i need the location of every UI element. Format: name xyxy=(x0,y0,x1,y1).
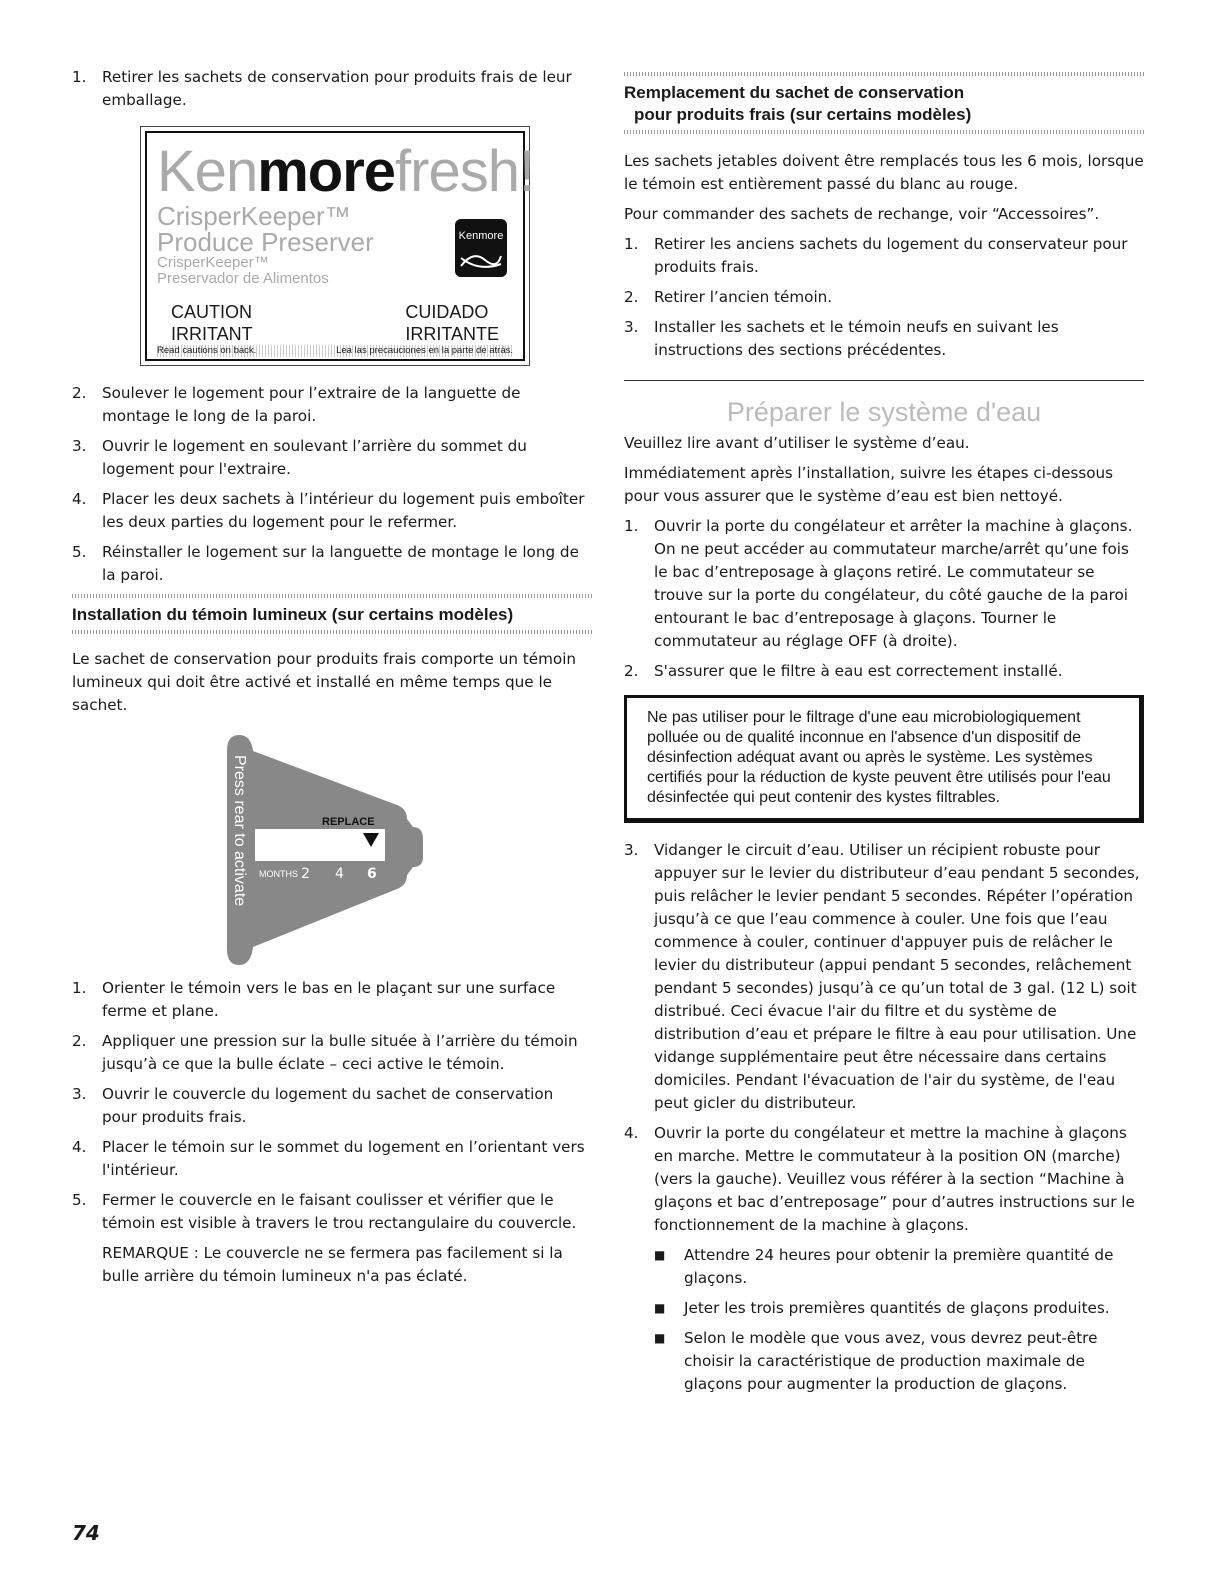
svg-text:6: 6 xyxy=(367,866,377,882)
svg-text:MONTHS: MONTHS xyxy=(259,869,298,879)
right-column: Remplacement du sachet de conservation pour produits frais (sur certains modèles) Les sachets jetables doivent être remplacés tous les 6 mois, lorsque le témoin est entièrement passé du blanc au rouge. Pour commander des sachets de rechange, voir “Accessoires”. 1. Retirer les anciens sachets du logement du conservateur pour produits frais. 2. Retirer l’ancien témoin. 3. Installer les sachets et le témoin neufs en suivant les instructions des sections précédentes. Préparer le système d'eau Veuillez lire avant d’utiliser le système d’eau. Immédiatement après l’installation, suivre les étapes ci-dessous pour vous assurer que le système d’eau est bien nettoyé. 1. Ouvrir la porte du congélateur et arrêter la machine à glaçons. On ne peut accéder au commutateur marche/arrêt qu’une fois le bac d’entreposage à glaçons retiré. Le commutateur se trouve sur la porte du congélateur, du côté gauche de la paroi entourant le bac d’entreposage à glaçons. Tourner le commutateur au réglage OFF (à droite). 2. S'assurer que le filtre à eau est correctement installé. Ne pas utiliser pour le filtrage d'une eau microbiologiquement polluée ou de qualité inconnue en l'absence d'un dispositif de désinfection adéquat avant ou après le système. Les systèmes certifiés pour la réduction de kyste peuvent être utilisés pour l'eau désinfectée qui peut contenir des kystes filtrables. 3. Vidanger le circuit d’eau. Utiliser un récipient robuste pour appuyer sur le levier du distributeur d’eau pendant 5 secondes, puis relâcher le levier pendant 5 secondes. Répéter l’opération jusqu’à ce que l’eau commence à couler. Une fois que l’eau commence à couler, continuer d'appuyer puis de relâcher le levier du distributeur (appui pendant 5 secondes, relâchement pendant 5 secondes) jusqu’à ce qu’un total de 3 gal. (12 L) soit distribué. Ceci évacue l'air du filtre et du système de distribution d’eau et prépare le filtre à eau pour utilisation. Une vidange supplémentaire peut être nécessaire dans certains domiciles. Pendant l'évacuation de l'air du système, de l'eau peut gicler du distributeur. 4. Ouvrir la porte du congélateur et mettre la machine à glaçons en marche. Mettre le commutateur à la position ON (marche) (vers la gauche). Veuillez vous référer à la section “Machine à glaçons et bac d’entreposage” pour d’autres instructions sur le fonctionnement de la machine à glaçons. ■ Attendre 24 heures pour obtenir la première quantité de glaçons. ■ Jeter les trois premières quantités de glaçons produites. ■ Selon le modèle que vous avez, vous devrez peut-être choisir la caractéristique de production maximale de glaçons pour augmenter la production de glaçons. xyxy=(624,66,1144,1403)
steps-list: 2. Soulever le logement pour l’extraire de la languette de montage le long de la paroi. 3. Ouvrir le logement en soulevant l’arrière du sommet du logement pour l'extraire. 4. Placer les deux sachets à l’intérieur du logement puis emboîter les deux parties du logement pour le refermer. 5. Réinstaller le logement sur la languette de montage le long de la paroi. xyxy=(72,384,585,584)
note: REMARQUE : Le couvercle ne se fermera pas facilement si la bulle arrière du témoin lumineux n'a pas éclaté. xyxy=(102,1244,563,1285)
svg-text:Press rear to activate: Press rear to activate xyxy=(231,755,248,907)
step: 1. Retirer les sachets de conservation pour produits frais de leur emballage. xyxy=(72,68,572,109)
section-title: Préparer le système d'eau xyxy=(624,380,1144,424)
bullet-item: ■ Jeter les trois premières quantités de glaçons produites. xyxy=(654,1299,1110,1317)
section-heading: Installation du témoin lumineux (sur certains modèles) xyxy=(72,605,514,624)
svg-text:REPLACE: REPLACE xyxy=(322,816,375,828)
svg-text:4: 4 xyxy=(335,866,344,882)
bullet-item: ■ Attendre 24 heures pour obtenir la première quantité de glaçons. xyxy=(654,1246,1114,1287)
svg-text:2: 2 xyxy=(301,866,310,882)
steps-list: 1. Orienter le témoin vers le bas en le plaçant sur une surface ferme et plane. 2. Appliquer une pression sur la bulle située à l’arrière du témoin jusqu’à ce que la bulle éclate – ceci active le témoin. 3. Ouvrir le couvercle du logement du sachet de conservation pour produits frais. 4. Placer le témoin sur le sommet du logement en l’orientant vers l'intérieur. 5. Fermer le couvercle en le faisant coulisser et vérifier que le témoin est visible à travers le trou rectangulaire du couvercle. xyxy=(72,979,585,1232)
bullet-item: ■ Selon le modèle que vous avez, vous devrez peut-être choisir la caractéristique de production maximale de glaçons pour augmenter la production de glaçons. xyxy=(654,1329,1098,1393)
page-number: 74 xyxy=(72,1521,100,1545)
crisperkeeper-label-image: Kenmorefresh! CrisperKeeper™ Produce Preserver CrisperKeeper™ Preservador de Alimentos Kenmore CAUTION IRRITANT CUIDADO IRRITANTE Read cautions on back. Lea las precauciones en la parte de atrás. xyxy=(140,126,530,366)
kenmore-fresh-logo: Kenmorefresh! xyxy=(157,139,535,204)
section-heading: Remplacement du sachet de conservation pour produits frais (sur certains modèles) xyxy=(624,83,972,124)
freshness-indicator-image xyxy=(227,735,437,965)
warning-box: Ne pas utiliser pour le filtrage d'une eau microbiologiquement polluée ou de qualité inconnue en l'absence d'un dispositif de désinfection adéquat avant ou après le système. Les systèmes certifiés pour la réduction de kyste peuvent être utilisés pour l'eau désinfectée qui peut contenir des kystes filtrables. xyxy=(624,695,1144,823)
left-column: 1. Retirer les sachets de conservation pour produits frais de leur emballage. Kenmorefresh! CrisperKeeper™ Produce Preserver CrisperKeeper™ Preservador de Alimentos Kenmore CAUTION IRRITANT CUIDADO IRRITANTE Read cautions on back. Lea las precauciones en la parte de atrás. 2. Soulever le logement pour l’extraire de la languette de montage le long de la paroi. 3. Ouvrir le logement en soulevant l’arrière du sommet du logement pour l'extraire. 4. Placer les deux sachets à l’intérieur du logement puis emboîter les deux parties du logement pour le refermer. 5. Réinstaller le logement sur la languette de montage le long de la paroi. Installation du témoin lumineux (sur certains modèles) Le sachet de conservation pour produits frais comporte un témoin lumineux qui doit être activé et installé en même temps que le sachet. REPLACE MONTHS 2 4 6 Press rear to activate 1. Orienter le témoin vers le bas en le plaçant sur une surface ferme et plane. 2. Appliquer une pression sur la bulle située à l’arrière du témoin jusqu’à ce que la bulle éclate – ceci active le témoin. 3. Ouvrir le couvercle du logement du sachet de conservation pour produits frais. 4. Placer le témoin sur le sommet du logement en l’orientant vers l'intérieur. 5. Fermer le couvercle en le faisant coulisser et vérifier que le témoin est visible à travers le trou rectangulaire du couvercle. REMARQUE : Le couvercle ne se fermera pas facilement si la bulle arrière du témoin lumineux n'a pas éclaté. xyxy=(72,66,592,1295)
kenmore-badge-logo: Kenmore xyxy=(455,219,507,277)
